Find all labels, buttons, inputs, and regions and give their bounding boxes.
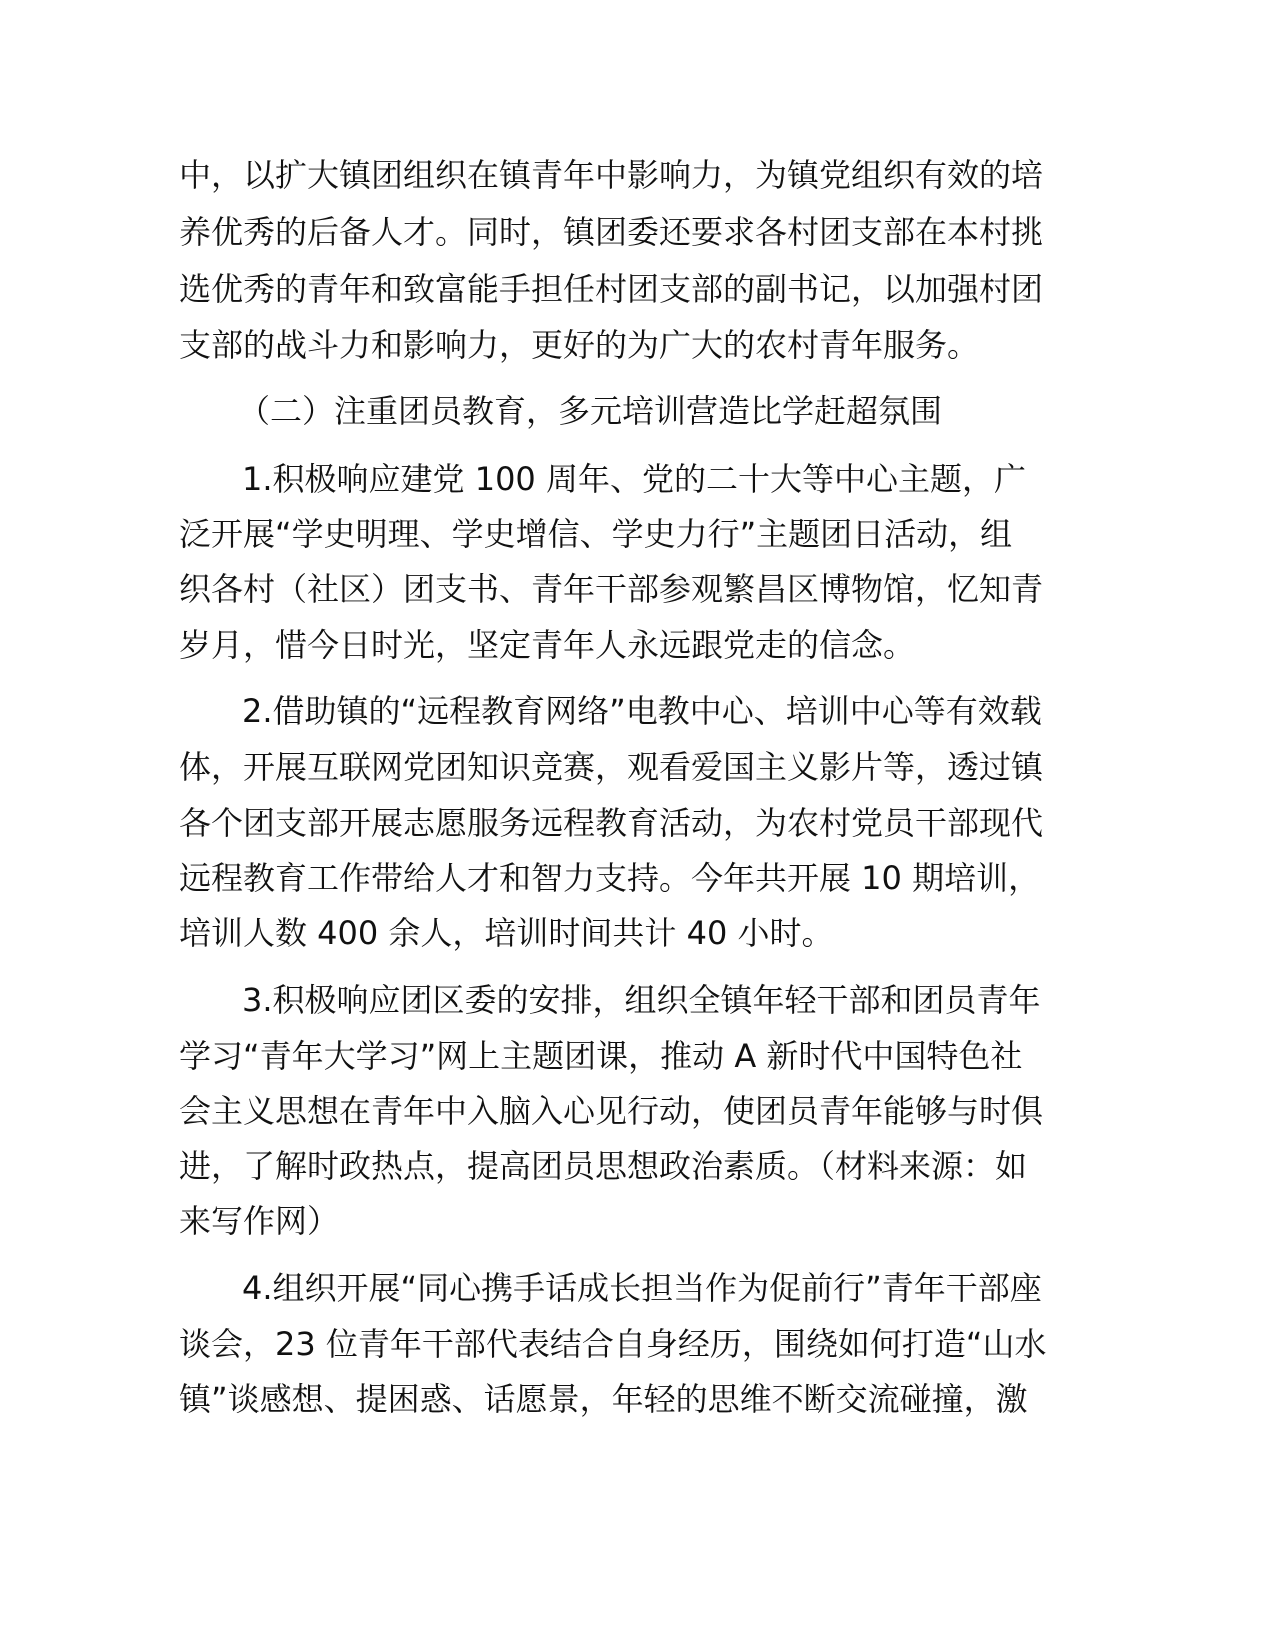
- text-line: [0, 450, 1275, 508]
- line-text: 谈会，23 位青年干部代表结合自身经历，围绕如何打造“山水: [179, 1325, 1047, 1363]
- line-text: 培训人数 400 余人，培训时间共计 40 小时。: [179, 914, 834, 952]
- line-text: 1.积极响应建党 100 周年、党的二十大等中心主题，广: [242, 460, 1026, 498]
- text-line: [0, 794, 1275, 852]
- line-text: 学习“青年大学习”网上主题团课，推动 A 新时代中国特色社: [179, 1037, 1023, 1075]
- text-line: [0, 616, 1275, 674]
- line-text: 来写作网）: [179, 1202, 340, 1240]
- text-line: [0, 738, 1275, 796]
- text-line: [0, 1192, 1275, 1250]
- text-line: [0, 1137, 1275, 1195]
- line-text: 3.积极响应团区委的安排，组织全镇年轻干部和团员青年: [242, 981, 1041, 1019]
- line-text: 选优秀的青年和致富能手担任村团支部的副书记，以加强村团: [179, 270, 1044, 308]
- line-text: 支部的战斗力和影响力，更好的为广大的农村青年服务。: [179, 326, 980, 364]
- line-text: 岁月，惜今日时光，坚定青年人永远跟党走的信念。: [179, 626, 916, 664]
- text-line: [0, 682, 1275, 740]
- text-line: [0, 849, 1275, 907]
- text-line: [0, 146, 1275, 204]
- line-text: 中，以扩大镇团组织在镇青年中影响力，为镇党组织有效的培: [179, 156, 1044, 194]
- line-text: 体，开展互联网党团知识竞赛，观看爱国主义影片等，透过镇: [179, 748, 1044, 786]
- text-line: [0, 316, 1275, 374]
- text-line: [0, 1027, 1275, 1085]
- text-line: [0, 904, 1275, 962]
- text-line: [0, 260, 1275, 318]
- text-line: [0, 505, 1275, 563]
- text-line: [0, 1082, 1275, 1140]
- line-text: 会主义思想在青年中入脑入心见行动，使团员青年能够与时俱: [179, 1092, 1044, 1130]
- line-text: 织各村（社区）团支书、青年干部参观繁昌区博物馆，忆知青: [179, 570, 1044, 608]
- line-text: 镇”谈感想、提困惑、话愿景，年轻的思维不断交流碰撞，激: [179, 1380, 1028, 1418]
- text-line: [0, 971, 1275, 1029]
- line-text: 泛开展“学史明理、学史增信、学史力行”主题团日活动，组: [179, 515, 1013, 553]
- line-text: 2.借助镇的“远程教育网络”电教中心、培训中心等有效载: [242, 692, 1042, 730]
- text-line: [0, 1370, 1275, 1428]
- line-text: 远程教育工作带给人才和智力支持。今年共开展 10 期培训，: [179, 859, 1041, 897]
- heading-text: （二）注重团员教育，多元培训营造比学赶超氛围: [238, 392, 943, 430]
- text-line: [0, 1315, 1275, 1373]
- text-line: [0, 382, 1275, 440]
- text-line: [0, 560, 1275, 618]
- line-text: 进，了解时政热点，提高团员思想政治素质。（材料来源：如: [179, 1147, 1028, 1185]
- text-line: [0, 203, 1275, 261]
- line-text: 养优秀的后备人才。同时，镇团委还要求各村团支部在本村挑: [179, 213, 1044, 251]
- line-text: 4.组织开展“同心携手话成长担当作为促前行”青年干部座: [242, 1269, 1042, 1307]
- text-line: [0, 1259, 1275, 1317]
- line-text: 各个团支部开展志愿服务远程教育活动，为农村党员干部现代: [179, 804, 1044, 842]
